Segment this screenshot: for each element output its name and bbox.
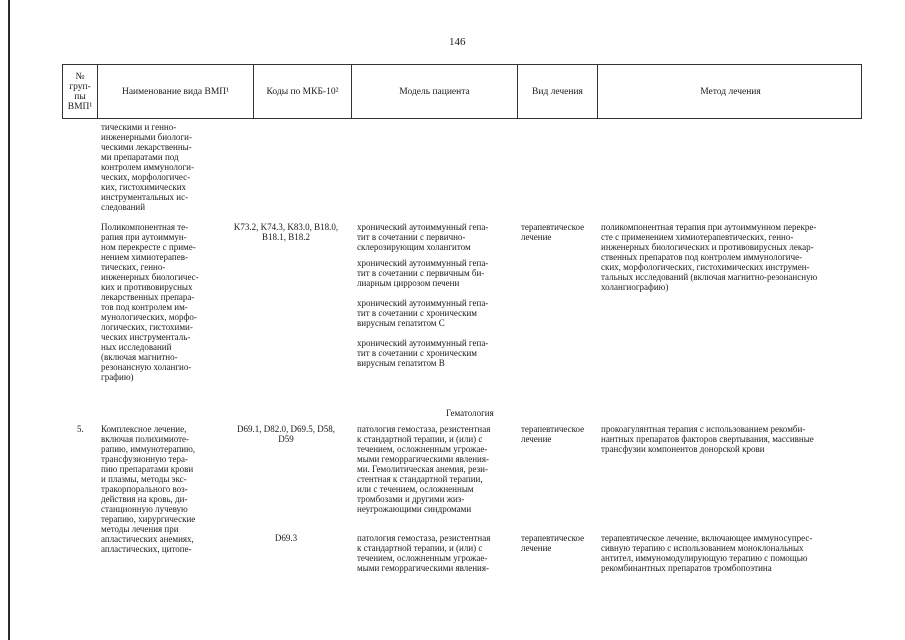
row1-codes: K73.2, K74.3, K83.0, B18.0, B18.1, B18.2 <box>233 222 339 242</box>
row2-treatment-method-a: прокоагулянтная терапия с использованием рекомби- нантных препаратов факторов свертывания, массивные трансфузии компонентов донорской крови <box>601 424 814 454</box>
section-title: Гематология <box>446 408 494 418</box>
scan-edge-line <box>8 0 10 640</box>
row2-name: Комплексное лечение, включая полихимиоте- рапию, иммунотерапию, трансфузионную тера- пию препаратами крови и плазмы, методы экс- тракорпорального воз- действия на кровь, ди- станционную лучевую терапию, хирургические методы лечения при апластических анемиях, апластических, цитопе- <box>101 424 196 554</box>
header-vmp-name: Наименование вида ВМП¹ <box>97 65 253 118</box>
continuation-name: тическими и генно- инженерными биологи- ческими лекарственны- ми препаратами под контролем иммунологи- ческих, морфологичес- ких, гистохимических инструментальных ис- следований <box>101 122 194 212</box>
row2-treatment-method-b: терапевтическое лечение, включающее иммуносупрес- сивную терапию с использованием моноклональных антител, иммуномодулирующую терапию с помощью рекомбинантных препаратов тромбопоэтина <box>601 533 813 573</box>
header-group-no: № груп- пы ВМП¹ <box>67 71 93 112</box>
row1-treatment-method: поликомпонентная терапия при аутоиммунном перекре- сте с применением химиотерапевтических, генно- инженерных биологических и противовирусных лекар- ственных препаратов под контролем иммунологиче- ских, морфологических, гистохимических инструмен- тальных исследований (включая магнитно-резонансную холангиографию) <box>601 222 818 292</box>
row2-treatment-type-a: терапевтическое лечение <box>521 424 585 444</box>
row2-model-a: патология гемостаза, резистентная к стандартной терапии, и (или) с течением, осложненным угрожае- мыми геморрагическими явления- ми. Гемолитическая анемия, рези- стентная к стандартной терапии, или с течением, осложненным тромбозами и другими жиз- неугрожающими синдромами <box>357 424 491 514</box>
row1-model-3: хронический аутоиммунный гепа- тит в сочетании с хроническим вирусным гепатитом C <box>357 298 489 328</box>
header-treatment-type: Вид лечения <box>517 65 597 118</box>
row1-model-1: хронический аутоиммунный гепа- тит в сочетании с первично- склерозирующим холангитом <box>357 222 489 252</box>
row2-number: 5. <box>77 424 84 434</box>
row1-model-2: хронический аутоиммунный гепа- тит в сочетании с первичным би- лиарным циррозом печени <box>357 258 489 288</box>
row2-codes-b: D69.3 <box>274 533 298 543</box>
header-patient-model: Модель пациента <box>351 65 517 118</box>
row1-name: Поликомпонентная те- рапия при аутоиммун- ном перекресте с приме- нением химиотерапев- тических, генно- инженерных биологичес- ких и противовирусных лекарственных препара- тов под контролем им- мунологических, морфо- логических, гистохими- ческих инструменталь- ных исследований (включая магнитно- резонансную холангио- графию) <box>101 222 199 382</box>
row2-model-b: патология гемостаза, резистентная к стандартной терапии, и (или) с течением, осложненным угрожае- мыми геморрагическими явления- <box>357 533 491 573</box>
header-icd-codes: Коды по МКБ-10² <box>253 65 351 118</box>
row1-model-4: хронический аутоиммунный гепа- тит в сочетании с хроническим вирусным гепатитом B <box>357 338 489 368</box>
row2-codes-a: D69.1, D82.0, D69.5, D58, D59 <box>237 424 335 444</box>
page-number: 146 <box>449 36 466 48</box>
table-header <box>62 64 862 119</box>
row1-treatment-type: терапевтическое лечение <box>521 222 585 242</box>
header-treatment-method: Метод лечения <box>597 65 863 118</box>
row2-treatment-type-b: терапевтическое лечение <box>521 533 585 553</box>
